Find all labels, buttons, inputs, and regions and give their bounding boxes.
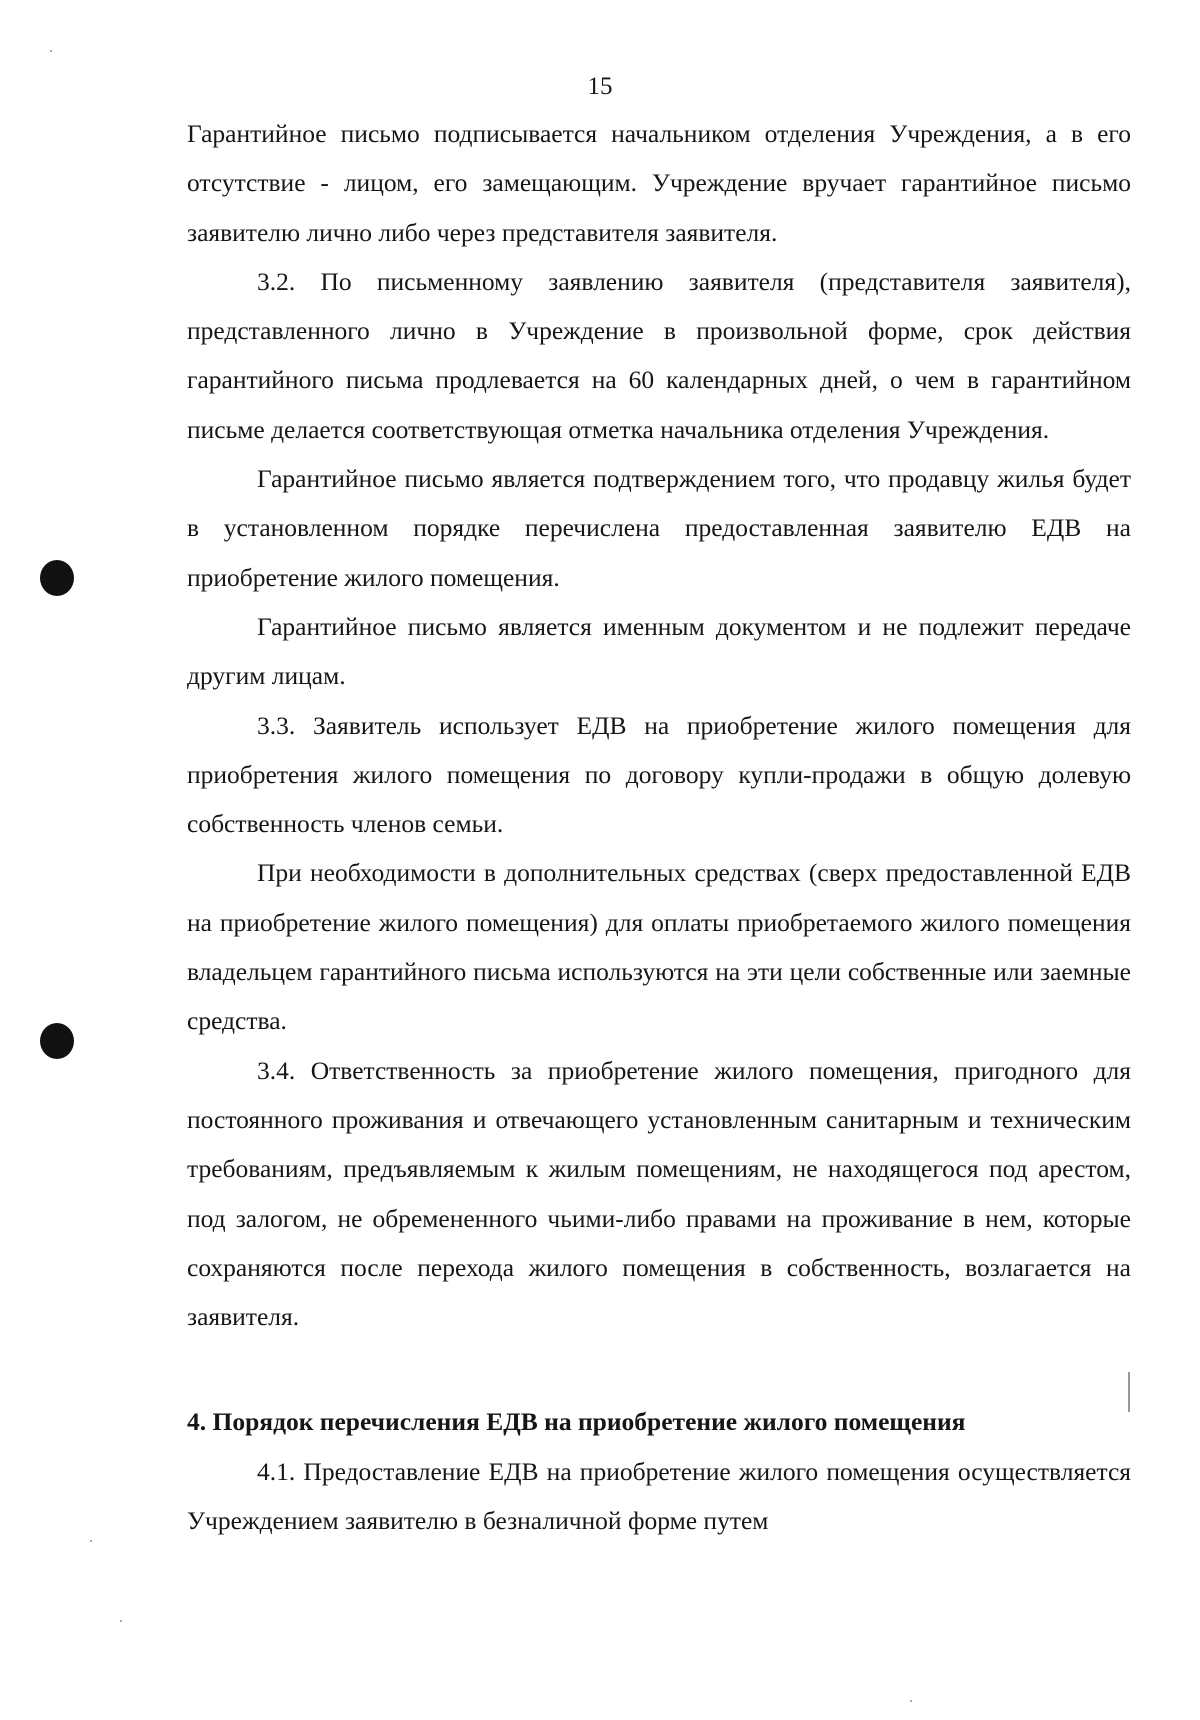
punch-hole-upper	[40, 560, 74, 596]
scan-speck	[90, 1540, 92, 1542]
paragraph-3-4: 3.4. Ответственность за приобретение жилого помещения, пригодного для постоянного проживания и отвечающего установленным санитарным и техническим требованиям, предъявляемым к жилым помещениям, не находящегося под арестом, под залогом, не обремененного чьими-либо правами на проживание в нем, которые сохраняются после перехода жилого помещения в собственность, возлагается на заявителя.	[187, 1055, 1131, 1332]
punch-hole-lower	[40, 1023, 74, 1059]
paragraph-4-1: 4.1. Предоставление ЕДВ на приобретение жилого помещения осуществляется Учреждением заявителю в безналичной форме путем	[187, 1456, 1131, 1536]
paragraph-guarantee-letter-signing: Гарантийное письмо подписывается начальником отделения Учреждения, а в его отсутствие - лицом, его замещающим. Учреждение вручает гарантийное письмо заявителю лично либо через представителя заявителя.	[187, 119, 1131, 247]
page-number: 15	[587, 73, 613, 100]
scan-speck	[50, 50, 52, 52]
section-4-heading: 4. Порядок перечисления ЕДВ на приобретение жилого помещения	[187, 1407, 966, 1437]
paragraph-guarantee-letter-confirmation: Гарантийное письмо является подтверждением того, что продавцу жилья будет в установленном порядке перечислена предоставленная заявителю ЕДВ на приобретение жилого помещения.	[187, 464, 1131, 592]
paragraph-guarantee-letter-named: Гарантийное письмо является именным документом и не подлежит передаче другим лицам.	[187, 611, 1131, 691]
scan-speck	[910, 1700, 912, 1702]
paragraph-3-2: 3.2. По письменному заявлению заявителя (представителя заявителя), представленного лично в Учреждение в произвольной форме, срок действия гарантийного письма продлевается на 60 календарных дней, о чем в гарантийном письме делается соответствующая отметка начальника отделения Учреждения.	[187, 266, 1131, 444]
paragraph-3-3: 3.3. Заявитель использует ЕДВ на приобретение жилого помещения для приобретения жилого помещения по договору купли-продажи в общую долевую собственность членов семьи.	[187, 710, 1131, 839]
document-body	[187, 109, 1131, 1545]
scan-speck	[120, 1620, 122, 1622]
paragraph-additional-funds: При необходимости в дополнительных средствах (сверх предоставленной ЕДВ на приобретение жилого помещения) для оплаты приобретаемого жилого помещения владельцем гарантийного письма используются на эти цели собственные или заемные средства.	[187, 858, 1131, 1036]
